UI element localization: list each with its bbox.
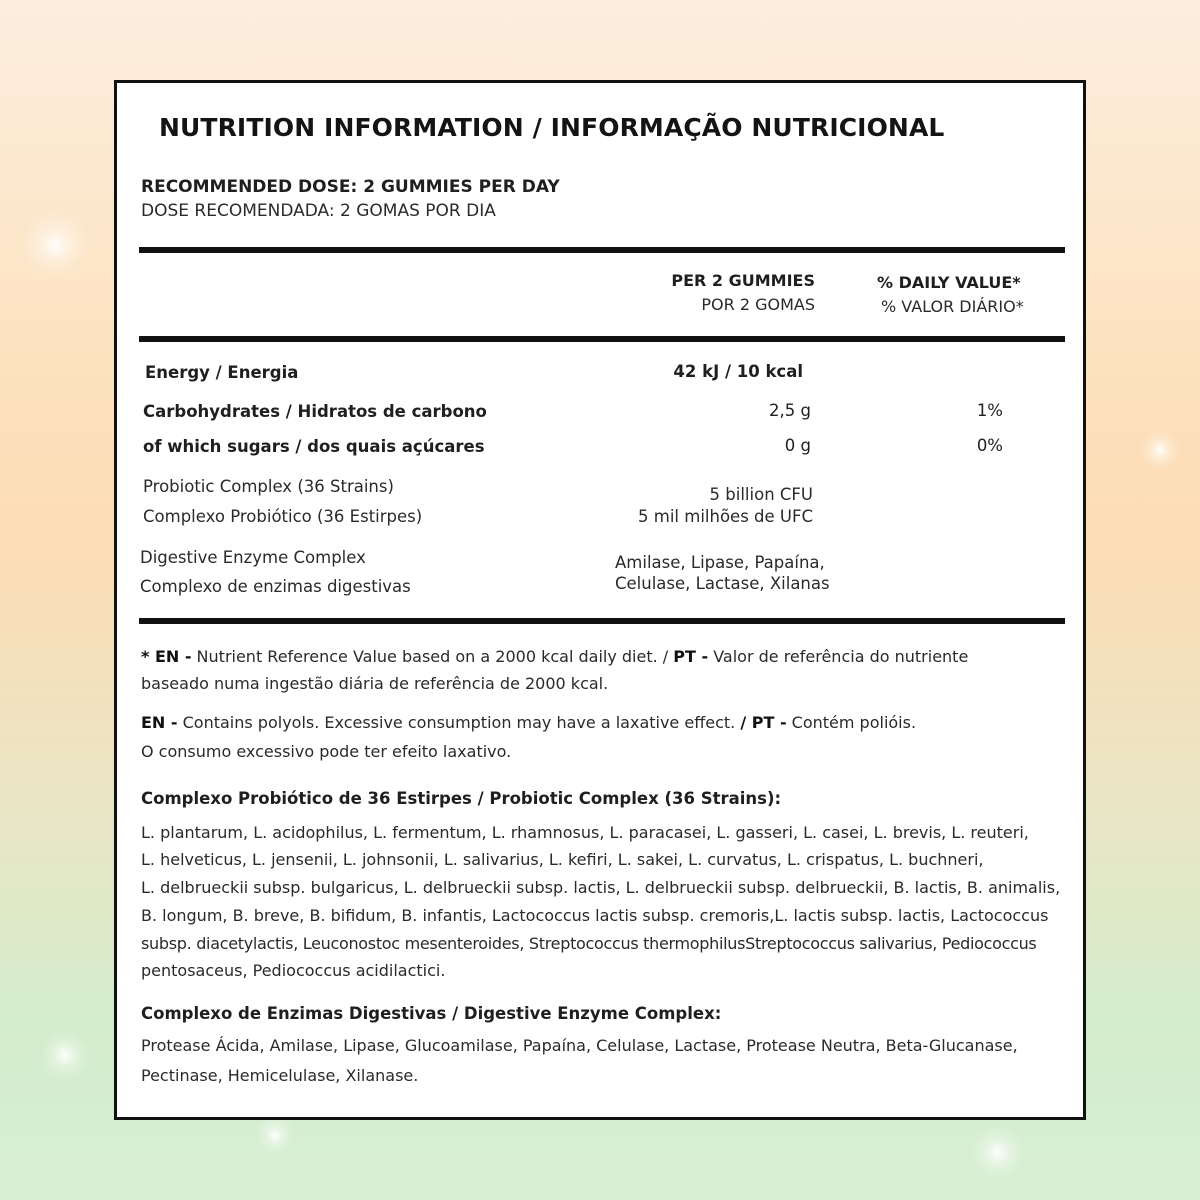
probiotic-strains-line: pentosaceus, Pediococcus acidilactici. <box>141 961 446 980</box>
row-probiotic-value-pt: 5 mil milhões de UFC <box>638 507 813 526</box>
row-energy-label: Energy / Energia <box>145 363 299 382</box>
row-carbohydrates-label: Carbohydrates / Hidratos de carbono <box>143 402 487 421</box>
row-sugars-label: of which sugars / dos quais açúcares <box>143 437 485 456</box>
note-nrv-line1 <box>141 647 968 666</box>
enzyme-list-line: Protease Ácida, Amilase, Lipase, Glucoamilase, Papaína, Celulase, Lactase, Protease Neutra, Beta-Glucanase, <box>141 1036 1018 1055</box>
probiotic-strains-line: L. delbrueckii subsp. bulgaricus, L. delbrueckii subsp. lactis, L. delbrueckii subsp. delbrueckii, B. lactis, B. animalis, <box>141 878 1061 897</box>
note-nrv-pt-tag: PT - <box>673 647 709 666</box>
nutrition-label-panel <box>114 80 1086 1120</box>
sparkle-decoration <box>40 1030 90 1080</box>
sparkle-decoration <box>20 210 90 280</box>
row-probiotic-label-en: Probiotic Complex (36 Strains) <box>143 477 394 496</box>
probiotic-strains-line: B. longum, B. breve, B. bifidum, B. infantis, Lactococcus lactis subsp. cremoris,L. lactis subsp. lactis, Lactococcus <box>141 906 1049 925</box>
page-title: NUTRITION INFORMATION / INFORMAÇÃO NUTRICIONAL <box>159 113 945 142</box>
row-carbohydrates-value: 2,5 g <box>769 401 811 420</box>
row-probiotic-label-pt: Complexo Probiótico (36 Estirpes) <box>143 507 423 526</box>
row-enzyme-label-en: Digestive Enzyme Complex <box>140 548 366 567</box>
note-nrv-en-text: Nutrient Reference Value based on a 2000 kcal daily diet. / <box>191 647 674 666</box>
divider-top <box>139 247 1065 253</box>
probiotic-strains-line: L. helveticus, L. jensenii, L. johnsonii, L. salivarius, L. kefiri, L. sakei, L. curvatus, L. crispatus, L. buchneri, <box>141 850 984 869</box>
probiotic-block-title: Complexo Probiótico de 36 Estirpes / Probiotic Complex (36 Strains): <box>141 789 782 808</box>
row-enzyme-value-line1: Amilase, Lipase, Papaína, <box>615 553 825 572</box>
recommended-dose-pt: DOSE RECOMENDADA: 2 GOMAS POR DIA <box>141 201 496 221</box>
header-per-serving-pt: POR 2 GOMAS <box>701 295 815 314</box>
header-per-serving-en: PER 2 GUMMIES <box>671 271 815 290</box>
row-sugars-dv: 0% <box>976 436 1003 455</box>
note-nrv-line2: baseado numa ingestão diária de referência de 2000 kcal. <box>141 674 609 693</box>
row-enzyme-label-pt: Complexo de enzimas digestivas <box>140 577 411 596</box>
header-daily-value-en: % DAILY VALUE* <box>877 273 1021 292</box>
probiotic-strains-line: subsp. diacetylactis, Leuconostoc mesenteroides, Streptococcus thermophilusStreptococcus salivarius, Pediococcus <box>141 934 1037 953</box>
row-enzyme-value-line2: Celulase, Lactase, Xilanas <box>615 574 830 593</box>
note-polyols-en-tag: EN - <box>141 713 178 732</box>
header-daily-value-pt: % VALOR DIÁRIO* <box>881 297 1024 316</box>
divider-header <box>139 336 1065 342</box>
note-nrv-en-tag: * EN - <box>141 647 192 666</box>
note-polyols-pt-text: Contém polióis. <box>786 713 917 732</box>
divider-bottom <box>139 618 1065 624</box>
row-energy-value: 42 kJ / 10 kcal <box>673 362 803 381</box>
enzyme-block-title: Complexo de Enzimas Digestivas / Digestive Enzyme Complex: <box>141 1004 722 1023</box>
note-polyols-en-text: Contains polyols. Excessive consumption may have a laxative effect. <box>177 713 741 732</box>
enzyme-list-line: Pectinase, Hemicelulase, Xilanase. <box>141 1066 419 1085</box>
recommended-dose-en: RECOMMENDED DOSE: 2 GUMMIES PER DAY <box>141 177 560 197</box>
probiotic-strains-line: L. plantarum, L. acidophilus, L. fermentum, L. rhamnosus, L. paracasei, L. gasseri, L. casei, L. brevis, L. reuteri, <box>141 823 1029 842</box>
row-probiotic-value-en: 5 billion CFU <box>709 485 813 504</box>
row-carbohydrates-dv: 1% <box>976 401 1003 420</box>
note-nrv-pt-text: Valor de referência do nutriente <box>708 647 969 666</box>
sparkle-decoration <box>970 1125 1025 1180</box>
note-polyols-pt-tag: / PT - <box>740 713 787 732</box>
note-polyols-line2: O consumo excessivo pode ter efeito laxativo. <box>141 742 512 761</box>
note-polyols-line1 <box>141 713 916 732</box>
row-sugars-value: 0 g <box>784 436 811 455</box>
sparkle-decoration <box>1140 430 1180 470</box>
sparkle-decoration <box>255 1115 295 1155</box>
